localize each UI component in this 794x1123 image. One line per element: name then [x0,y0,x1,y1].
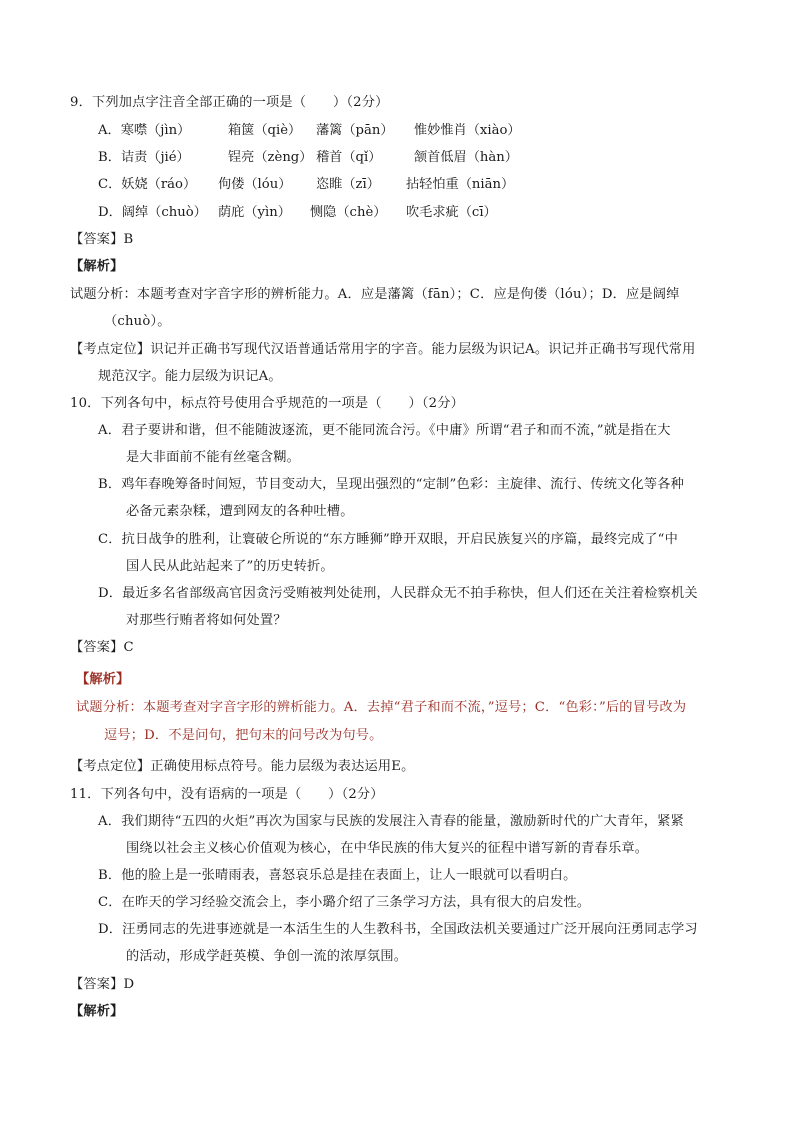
q9-option-a-2: 箱箧（qiè） [228,123,302,138]
q10-analysis-line-1: 试题分析：本题考查对字音字形的辨析能力。A．去掉“君子和而不流，”逗号；C．“色彩：”后的冒号改为 [76,700,687,715]
q9-option-b-1: B．诘责（jié） [98,150,190,165]
q10-option-b-line-1: B．鸡年春晚筹备时间短，节目变动大，呈现出强烈的“定制”色彩：主旋律、流行、传统文化等各种 [98,477,685,492]
q11-option-a-line-2: 围绕以社会主义核心价值观为核心，在中华民族的伟大复兴的征程中谱写新的青春乐章。 [126,841,649,856]
q9-option-c-4: 拈轻怕重（niān） [406,177,515,192]
q9-analysis-line-2: （chuò）。 [104,314,171,329]
q10-analysis-label: 【解析】 [76,672,130,687]
q11-option-a-line-1: A．我们期待“五四的火炬”再次为国家与民族的发展注入青春的能量，激励新时代的广大青年，紧紧 [98,814,684,829]
q11-option-b: B．他的脸上是一张晴雨表，喜怒哀乐总是挂在表面上，让人一眼就可以看明白。 [98,868,577,883]
q10-stem: 10．下列各句中，标点符号使用合乎规范的一项是（ ）（2分） [70,396,465,411]
q9-point-line-1: 【考点定位】识记并正确书写现代汉语普通话常用字的字音。能力层级为识记A。识记并正确书写现代常用 [70,342,696,357]
q9-option-c-3: 恣睢（zī） [316,177,380,192]
q11-analysis-label: 【解析】 [70,1004,124,1019]
q9-option-a-1: A．寒噤（jìn） [98,123,191,138]
q9-analysis-line-1: 试题分析：本题考查对字音字形的辨析能力。A．应是藩篱（fān）；C．应是佝偻（lóu）；D．应是阔绰 [70,287,680,302]
q11-option-d-line-2: 的活动，形成学赶英模、争创一流的浓厚氛围。 [126,949,408,964]
q9-point-line-2: 规范汉字。能力层级为识记A。 [98,369,282,384]
q10-answer: 【答案】C [70,640,134,655]
q9-option-b-3: 稽首（qǐ） [316,150,382,165]
q9-option-b-2: 锃亮（zèng） [228,150,313,165]
q9-option-a-4: 惟妙惟肖（xiào） [414,123,521,138]
q9-option-b-4: 颔首低眉（hàn） [414,150,518,165]
q9-analysis-label: 【解析】 [70,259,124,274]
q10-option-d-line-1: D．最近多名省部级高官因贪污受贿被判处徒刑，人民群众无不拍手称快，但人们还在关注着检察机关 [98,586,698,601]
q9-option-d-3: 恻隐（chè） [310,205,387,220]
q10-analysis-line-2: 逗号；D．不是问句，把句末的问号改为句号。 [104,728,383,743]
q11-option-c: C．在昨天的学习经验交流会上，李小璐介绍了三条学习方法，具有很大的启发性。 [98,895,591,910]
q11-option-d-line-1: D．汪勇同志的先进事迹就是一本活生生的人生教科书，全国政法机关要通过广泛开展向汪勇同志学习 [98,922,698,937]
q11-answer: 【答案】D [70,977,135,992]
q10-option-b-line-2: 必备元素杂糅，遭到网友的各种吐槽。 [126,504,354,519]
q9-answer: 【答案】B [70,232,134,247]
q10-option-c-line-1: C．抗日战争的胜利，让寰破仑所说的“东方睡狮”睁开双眼，开启民族复兴的序篇，最终完成了“中 [98,532,678,547]
q9-option-d-4: 吹毛求疵（cī） [406,205,497,220]
q9-option-c-2: 佝偻（lóu） [218,177,292,192]
q9-option-a-3: 藩篱（pān） [316,123,394,138]
q10-option-a-line-2: 是大非面前不能有丝毫含糊。 [126,450,301,465]
q10-option-c-line-2: 国人民从此站起来了”的历史转折。 [126,559,334,574]
q9-option-c-1: C．妖娆（ráo） [98,177,197,192]
q9-stem: 9．下列加点字注音全部正确的一项是（ ）（2分） [70,95,389,110]
q10-point-line-1: 【考点定位】正确使用标点符号。能力层级为表达运用E。 [70,759,415,774]
q10-option-d-line-2: 对那些行贿者将如何处置？ [126,613,287,628]
q11-stem: 11．下列各句中，没有语病的一项是（ ）（2分） [70,787,384,802]
q9-option-d-1: D．阔绰（chuò） [98,205,207,220]
q9-option-d-2: 荫庇（yìn） [218,205,291,220]
q10-option-a-line-1: A．君子要讲和谐，但不能随波逐流，更不能同流合污。《中庸》所谓“君子和而不流，”就是指在大 [98,423,671,438]
